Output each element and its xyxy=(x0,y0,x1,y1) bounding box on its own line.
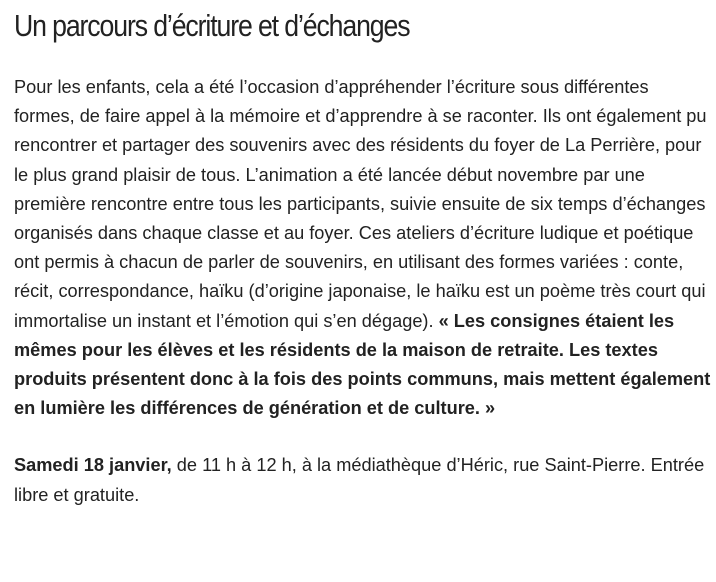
event-details: de 11 h à 12 h, à la médiathèque d’Héric, rue Saint-Pierre. Entrée libre et gratuite. xyxy=(14,455,705,505)
event-paragraph xyxy=(14,451,714,509)
event-date: Samedi 18 janvier, xyxy=(14,455,172,476)
quote-text: « Les consignes étaient les mêmes pour les élèves et les résidents de la maison de retraite. Les textes produits présentent donc à la fois des points communs, mais mettent également en lumière les différences de génération et de culture. » xyxy=(14,310,711,419)
article xyxy=(14,0,714,510)
article-paragraph xyxy=(14,73,714,423)
paragraph-text: Pour les enfants, cela a été l’occasion d’appréhender l’écriture sous différentes formes, de faire appel à la mémoire et d’apprendre à se raconter. Ils ont également pu rencontrer et partager des souvenirs avec des résidents du foyer de La Perrière, pour le plus grand plaisir de tous. L’animation a été lancée début novembre par une première rencontre entre tous les participants, suivie ensuite de six temps d’échanges organisés dans chaque classe et au foyer. Ces ateliers d’écriture ludique et poétique ont permis à chacun de parler de souvenirs, en utilisant des formes variées : conte, récit, correspondance, haïku (d’origine japonaise, le haïku est un poème très court qui immortalise un instant et l’émotion qui s’en dégage). xyxy=(14,77,707,331)
article-title: Un parcours d’écriture et d’échanges xyxy=(14,8,410,43)
